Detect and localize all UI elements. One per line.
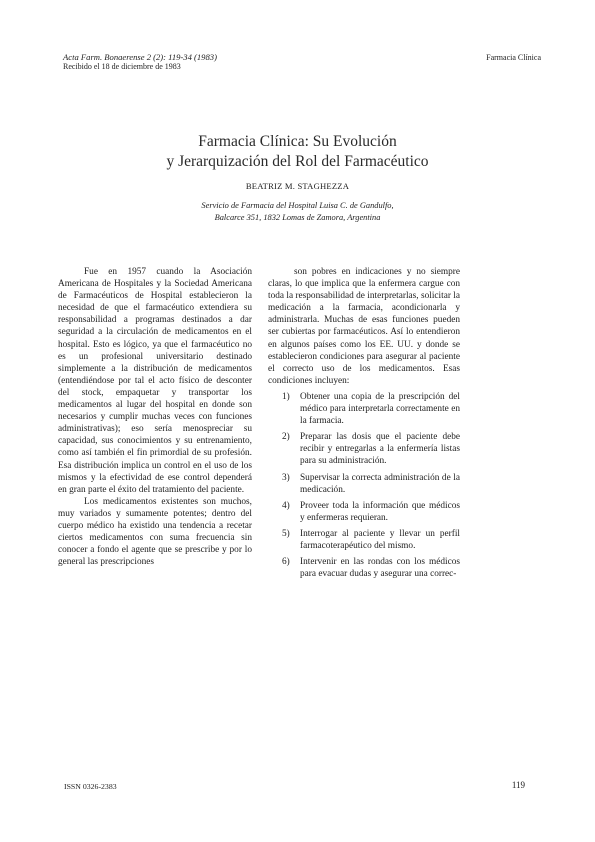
list-item xyxy=(268,556,460,580)
list-item-number: 6) xyxy=(282,557,290,568)
list-item-text: Intervenir en las rondas con los médicos para evacuar dudas y asegurar una correc- xyxy=(300,557,460,580)
list-item xyxy=(268,391,460,427)
issn-footer: ISSN 0326-2383 xyxy=(64,782,117,791)
left-column xyxy=(58,266,252,568)
list-item-text: Preparar las dosis que el paciente debe recibir y entregarlas a la enfermería listas para su administración. xyxy=(300,432,460,467)
list-item-number: 4) xyxy=(282,500,290,511)
list-item-text: Proveer toda la información que médicos y enfermeras requieran. xyxy=(300,500,460,523)
list-item-number: 2) xyxy=(282,432,290,443)
article-title xyxy=(0,132,595,172)
conditions-list xyxy=(268,391,460,580)
list-item-number: 5) xyxy=(282,528,290,539)
journal-reference: Acta Farm. Bonaerense 2 (2): 119-34 (1983) xyxy=(63,52,217,62)
affiliation-line-1: Servicio de Farmacia del Hospital Luisa C. de Gandulfo, xyxy=(201,201,394,210)
body-paragraph-3: son pobres en indicaciones y no siempre claras, lo que implica que la enfermera cargue con toda la responsabilidad de interpretarlas, solicitar la medicación a la farmacia, acondicionarla y administrarla. Muchas de esas funciones pueden ser cubiertas por farmacéuticos. Así lo entendieron en algunos países como los EE. UU. y donde se establecieron condiciones para asegurar al paciente el correcto uso de los medicamentos. Esas condiciones incluyen: xyxy=(268,267,460,386)
right-column xyxy=(268,266,460,584)
list-item-text: Supervisar la correcta administración de la medicación. xyxy=(300,472,460,495)
list-item-number: 1) xyxy=(282,391,290,402)
author-name: BEATRIZ M. STAGHEZZA xyxy=(245,181,350,191)
page-number: 119 xyxy=(511,780,525,790)
title-line-2: y Jerarquización del Rol del Farmacéutico xyxy=(166,153,429,170)
affiliation-line-2: Balcarce 351, 1832 Lomas de Zamora, Argentina xyxy=(214,213,381,222)
list-item xyxy=(268,431,460,467)
title-line-1: Farmacia Clínica: Su Evolución xyxy=(198,133,397,150)
body-paragraph-1: Fue en 1957 cuando la Asociación Americana de Hospitales y la Sociedad Americana de Farmacéuticos de Hospital establecieron la necesidad de que el farmacéutico extendiera su responsabilidad a programas destinados a dar seguridad a la circulación de medicamentos en el hospital. Esto es lógico, ya que el farmacéutico no es un profesional universitario destinado simplemente a la distribución de medicamentos (entendiéndose por tal el acto físico de desconter del stock, empaquetar y transportar los medicamentos al lugar del hospital en donde son necesarios y cumplir muchas veces con funciones administrativas); eso sería menospreciar su capacidad, sus conocimientos y su entrenamiento, como así también el fin primordial de su profesión. Esa distribución implica un control en el uso de los mismos y la efectividad de ese control dependerá en gran parte el éxito del tratamiento del paciente. xyxy=(58,267,252,495)
list-item xyxy=(268,528,460,552)
list-item-text: Obtener una copia de la prescripción del médico para interpretarla correctamente en la farmacia. xyxy=(300,391,460,427)
author-affiliation xyxy=(0,200,595,224)
body-paragraph-2: Los medicamentos existentes son muchos, muy variados y sumamente potentes; dentro del cuerpo médico ha existido una tendencia a recetar ciertos medicamentos con suma frecuencia sin conocer a fondo el agente que se prescribe y por lo general las prescripciones xyxy=(58,496,252,568)
list-item-text: Interrogar al paciente y llevar un perfil farmacoterapéutico del mismo. xyxy=(300,528,460,551)
list-item xyxy=(268,500,460,524)
received-date: Recibido el 18 de diciembre de 1983 xyxy=(63,62,181,71)
running-head: Farmacia Clínica xyxy=(486,53,541,62)
list-item-number: 3) xyxy=(282,472,290,483)
list-item xyxy=(268,472,460,496)
